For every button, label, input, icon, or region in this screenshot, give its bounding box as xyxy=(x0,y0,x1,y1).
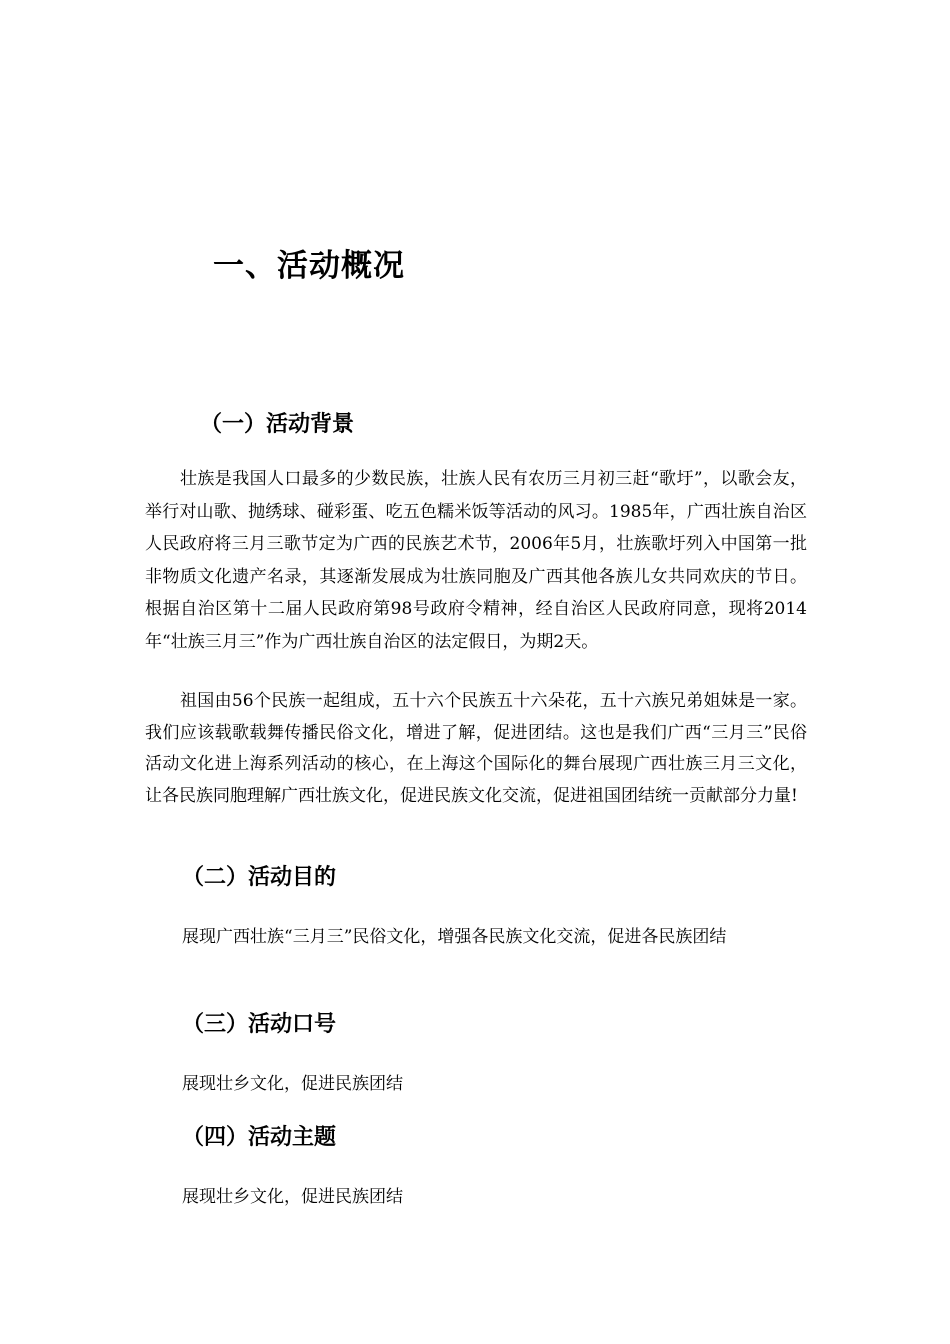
purpose-text: 展现广西壮族“三月三”民俗文化，增强各民族文化交流，促进各民族团结 xyxy=(182,927,727,947)
subsection-heading-slogan: （三）活动口号 xyxy=(182,1012,337,1037)
background-paragraph-2: 祖国由56个民族一起组成，五十六个民族五十六朵花，五十六族兄弟姐妹是一家。我们应该载歌载舞传播民俗文化，增进了解，促进团结。这也是我们广西“三月三”民俗活动文化进上海系列活动的核心，在上海这个国际化的舞台展现广西壮族三月三文化，让各民族同胞理解广西壮族文化，促进民族文化交流，促进祖国团结统一贡献部分力量! xyxy=(145,691,807,806)
theme-text: 展现壮乡文化，促进民族团结 xyxy=(182,1187,403,1207)
slogan-text: 展现壮乡文化，促进民族团结 xyxy=(182,1074,403,1094)
section-title: 一、活动概况 xyxy=(213,248,405,284)
subsection-heading-theme: （四）活动主题 xyxy=(182,1125,337,1150)
subsection-heading-purpose: （二）活动目的 xyxy=(182,865,337,890)
background-paragraph-1: 壮族是我国人口最多的少数民族，壮族人民有农历三月初三赶“歌圩”，以歌会友，举行对山歌、抛绣球、碰彩蛋、吃五色糯米饭等活动的风习。1985年，广西壮族自治区人民政府将三月三歌节定为广西的民族艺术节，2006年5月，壮族歌圩列入中国第一批非物质文化遗产名录，其逐渐发展成为壮族同胞及广西其他各族儿女共同欢庆的节日。根据自治区第十二届人民政府第98号政府令精神，经自治区人民政府同意，现将2014年“壮族三月三”作为广西壮族自治区的法定假日，为期2天。 xyxy=(145,469,807,652)
subsection-heading-background: （一）活动背景 xyxy=(200,412,355,437)
